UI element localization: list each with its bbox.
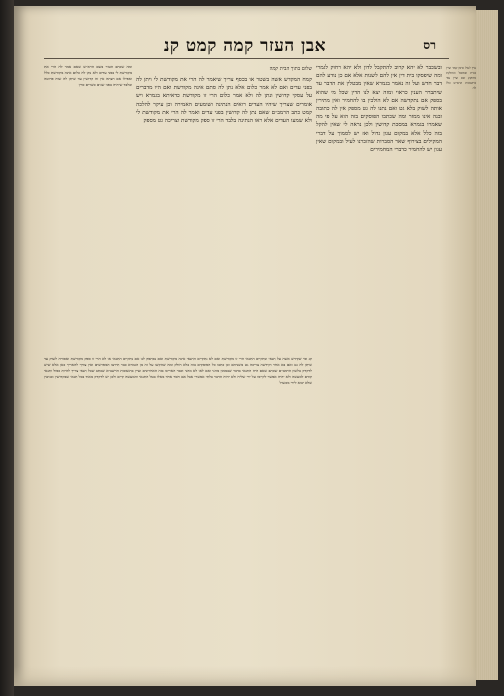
commentary-column-bottom: קנ ומי שקידש אשה על תנאי ונתקיים התנאי הרי זו מקודשת ואם לא נתקיים התנאי אינה מקודשת ואם נסתפק לנו אם נתקיים התנאי או לא הרי זו ספק מקודשת ואסורה לשוק עד שיתן לה גט ואם בא אחר וקידשה צריכה גט משניהם וכן כתבו כל הפוסקים בזה בלא חולק ומה שהקשו על זה מן הגמרא כבר תירצו המפרשים ואין צורך להאריך כאן אלא שיש לדקדק בלשון הרמב״ם שכתב שאם היה התנאי בדבר שבממון מהני ואם לאו לא מהני וכבר האריכו בזה האחרונים ועיין בתשובות הרשב״א שכתב שכל תנאי צריך להיות כפול ותנאי קודם למעשה ולא יהיה אפשר לקיימו על ידי שליח ולא יהיה הדבר בלתי אפשרי אבל אם חסר אחד מאלו בטל התנאי והמעשה קיים ולכן יש לדקדק מאוד בכל תנאי שבקדושין ובגיטין שלא יבוא לידי מכשול bbox=[44, 356, 312, 385]
commentary-heading: שלום בתוך הבית קמה bbox=[269, 66, 312, 72]
main-text-column: ובשכבר לא יהא קרוב להתקבל לדון ולא יהא רחוק לגמרי ומה שיפסקו בית דין אין להם לשנות אלא אם כן נודע להם דבר חדש ועל זה נאמר בגמרא שאין מבטלין את הדבר עד שיתברר הענין כראוי ומזה יצא לנו הדין שכל מי שהוא בספק אם נתקדשה אם לא הולכין בו להחמיר ואין מתירין אותה לשוק בלא גט ואם נתנו לה גט מספק אין לה כתובה ובנה אינו ממזר ומה שכתבו הפוסקים בזה הוא על פי מה שאמרו בגמרא במסכת קדושין ולכן נראה לי שאין להקל בזה כלל אלא במקום עגון גדול ואז יש לסמוך על דברי המקילים בצירוף שאר הסברות שהזכרנו לעיל ובמקום שאין עגון יש להחמיר כדברי המחמירים bbox=[316, 65, 442, 154]
running-title: אבן העזר קמה קמט קנ bbox=[163, 36, 326, 56]
book-page bbox=[14, 6, 476, 686]
header-rule bbox=[44, 58, 449, 59]
commentary-column-center: קמח המקדש אשה בשטר או בכסף צריך שיאמר לה הרי את מקודשת לי ויתן לה בפני עדים ואם לא אמר כלום אלא נתן לה סתם אינה מקודשת ואם היו מדברים על עסקי קדושין ונתן לה ולא אמר כלום הרי זו מקודשת כדאיתא בגמרא ויש אומרים שצריך שיהיו העדים רואים הנתינה ושומעים האמירה וכן עיקר להלכה קמט כתב הרמב״ם שאם נתן לה קדושין בפני עדים ואמר לה הרי את מקודשת לי ולא שמעו העדים אלא ראו הנתינה בלבד הרי זו ספק מקודשת וצריכה גט מספק bbox=[136, 77, 312, 125]
margin-notes: עיין לעיל סימן קמד ועיין בבית שמואל ובחלקת מחוקק שם ועיין עוד בתשובות הרא״ש כלל לה bbox=[446, 66, 476, 90]
page-bottom-shade bbox=[14, 666, 476, 686]
page-header bbox=[14, 38, 476, 60]
page-edges bbox=[476, 10, 498, 680]
commentary-column-left: ומה שכתב הטור בשם הרא״ש שאם אמר לה הרי את מקודשת לי בפני עדים ולא נתן לה כלום אינה מקודשת כלל ואפילו אם רצתה אין זה קדושין עד שיתן לה שוה פרוטה ובלבד שיהיה בפני שנים כשרים כדין bbox=[44, 64, 132, 87]
folio-number: רס bbox=[423, 38, 436, 52]
book-spine bbox=[0, 0, 14, 696]
